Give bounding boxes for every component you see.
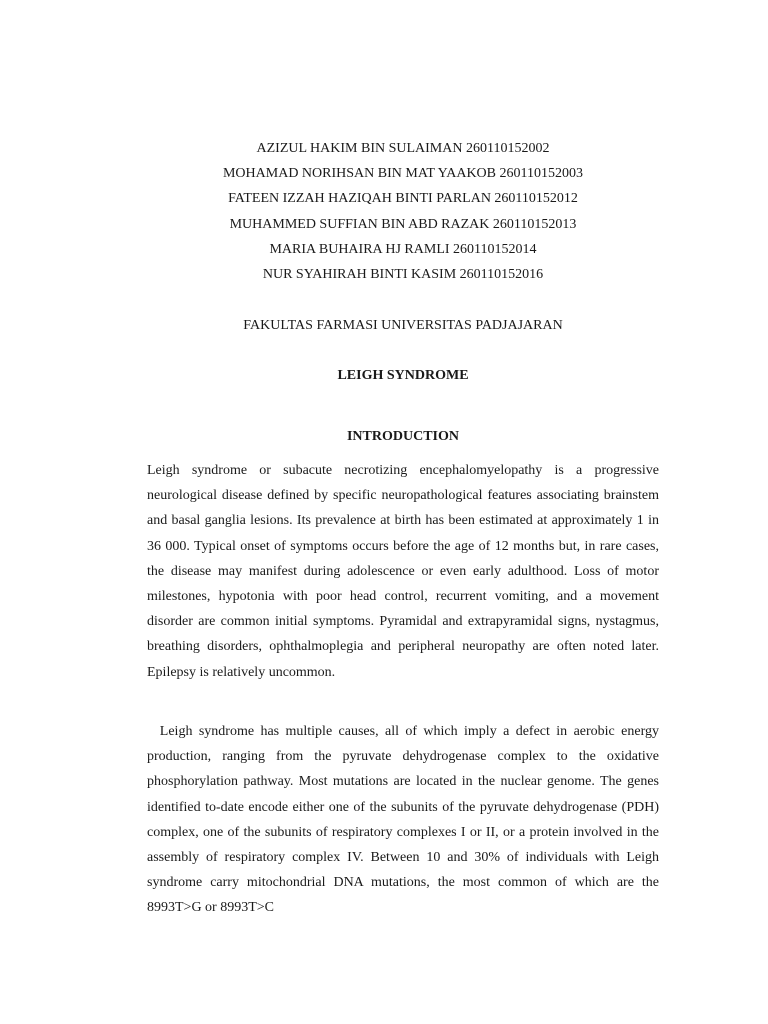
body-paragraph: Leigh syndrome has multiple causes, all of which imply a defect in aerobic energy production, ranging from the pyruvate dehydrogenase complex to the oxidative phosphorylation pathway. Most mutations are located in the nuclear genome. The genes identified to-date encode either one of the subunits of the pyruvate dehydrogenase (PDH) complex, one of the subunits of respiratory complexes I or II, or a protein involved in the assembly of respiratory complex IV. Between 10 and 30% of individuals with Leigh syndrome carry mitochondrial DNA mutations, the most common of which are the 8993T>G or 8993T>C bbox=[147, 724, 659, 916]
section-heading-introduction: INTRODUCTION bbox=[346, 429, 459, 444]
faculty-name: FAKULTAS FARMASI UNIVERSITAS PADJAJARAN bbox=[243, 318, 563, 333]
author-line: NUR SYAHIRAH BINTI KASIM 260110152016 bbox=[262, 267, 544, 283]
author-line: MUHAMMED SUFFIAN BIN ABD RAZAK 260110152013 bbox=[229, 216, 577, 232]
author-line: FATEEN IZZAH HAZIQAH BINTI PARLAN 260110152012 bbox=[228, 191, 578, 207]
author-line: MOHAMAD NORIHSAN BIN MAT YAAKOB 260110152003 bbox=[222, 166, 583, 182]
author-line: MARIA BUHAIRA HJ RAMLI 260110152014 bbox=[269, 241, 537, 257]
author-list bbox=[0, 136, 768, 287]
document-title: LEIGH SYNDROME bbox=[337, 368, 469, 383]
author-line: AZIZUL HAKIM BIN SULAIMAN 260110152002 bbox=[256, 141, 550, 156]
body-paragraph: Leigh syndrome or subacute necrotizing encephalomyelopathy is a progressive neurological disease defined by specific neuropathological features associating brainstem and basal ganglia lesions. Its prevalence at birth has been estimated at approximately 1 in 36 000. Typical onset of symptoms occurs before the age of 12 months but, in rare cases, the disease may manifest during adolescence or even early adulthood. Loss of motor milestones, hypotonia with poor head control, recurrent vomiting, and a movement disorder are common initial symptoms. Pyramidal and extrapyramidal signs, nystagmus, breathing disorders, ophthalmoplegia and peripheral neuropathy are often noted later. Epilepsy is relatively uncommon. bbox=[147, 463, 659, 680]
